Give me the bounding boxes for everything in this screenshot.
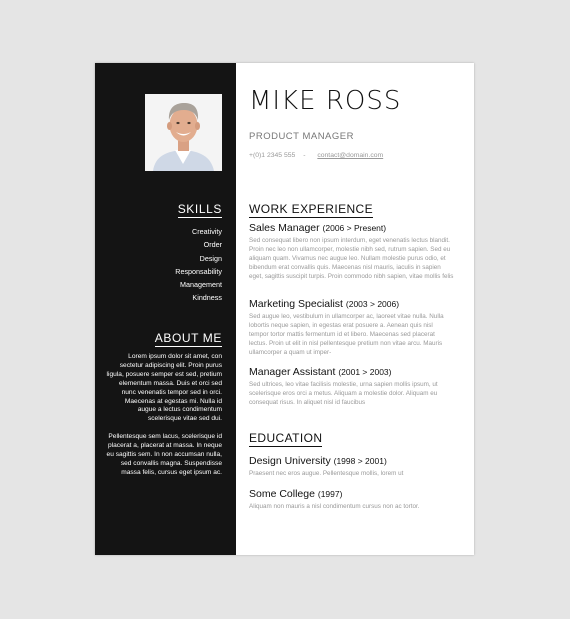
job-entry [249, 366, 454, 408]
job-years: (2006 > Present) [322, 223, 387, 233]
contact-line [249, 152, 383, 159]
profile-photo [145, 94, 222, 171]
about-paragraph: Pellentesque sem lacus, scelerisque id placerat a, placerat at massa. In neque eu sagittis sem. In non accumsan nulla, sed convallis magna. Suspendisse massa felis, cursus eget ipsum ac. [106, 433, 222, 476]
skill-item: Creativity [192, 227, 222, 236]
profile-photo-illustration [145, 94, 222, 171]
education-entry [249, 488, 454, 512]
job-description: Sed ultrices, leo vitae facilisis molestie, urna sapien mollis ipsum, ut scelerisque eros orci a metus. Aliquam a molestie dolor. Aliquam eu consequat risus. In aliquet nisl id faucibus [249, 381, 438, 406]
skill-item: Management [180, 280, 222, 290]
candidate-name: MIKE ROSS [249, 86, 402, 116]
job-entry [249, 222, 454, 282]
job-role: Manager Assistant [249, 366, 336, 378]
school-years: (1997) [317, 489, 343, 499]
work-experience-heading: WORK EXPERIENCE [249, 202, 374, 216]
about-paragraph: Lorem ipsum dolor sit amet, con sectetur adipiscing elit. Proin purus ligula, posuere semper est sed, pretium elementum massa. Duis et orci sed nunc venenatis tempor sed in orci. Maecenas at egestas mi. Nulla id augue a lectus condimentum scelerisque vitae sed dui. [106, 353, 222, 423]
job-years: (2003 > 2006) [345, 299, 400, 309]
skills-list [175, 225, 222, 305]
education-heading: EDUCATION [249, 431, 323, 445]
candidate-title: PRODUCT MANAGER [249, 131, 354, 142]
job-title [249, 366, 454, 378]
skill-item: Kindness [192, 293, 222, 303]
education-entry [249, 455, 454, 479]
contact-separator: - [303, 152, 306, 159]
email-link[interactable]: contact@domain.com [317, 152, 384, 159]
education-title [249, 488, 454, 500]
job-role: Sales Manager [249, 222, 320, 234]
job-title [249, 298, 454, 310]
skill-item: Design [199, 253, 222, 263]
school-name: Design University [249, 455, 331, 467]
job-title [249, 222, 454, 234]
job-description: Sed consequat libero non ipsum interdum, eget venenatis lectus blandit. Proin nec leo non ullamcorper, molestie nibh sed, rutrum sapien. Sed eu aliquam quam. Vivamus nec augue leo. Nullam molestie purus odio, et bibendum erat convallis quis. Maecenas nisl mauris, iaculis in sapien eget, sagittis suscipit turpis. Proin commodo nibh sapien, vitae mollis felis [249, 237, 454, 280]
school-years: (1998 > 2001) [333, 456, 387, 466]
education-description: Aliquam non mauris a nisl condimentum cursus non ac tortor. [249, 503, 420, 510]
about-heading: ABOUT ME [154, 331, 222, 345]
skill-item: Responsability [175, 266, 222, 276]
phone-number: +(0)1 2345 555 [249, 152, 296, 159]
sidebar [95, 63, 236, 555]
job-years: (2001 > 2003) [338, 367, 392, 377]
education-title [249, 455, 454, 467]
job-role: Marketing Specialist [249, 298, 343, 310]
school-name: Some College [249, 488, 315, 500]
skill-item: Order [203, 240, 222, 250]
education-description: Praesent nec eros augue. Pellentesque mollis, lorem ut [249, 470, 404, 477]
job-entry [249, 298, 454, 358]
about-text [105, 353, 222, 487]
skills-heading: SKILLS [177, 202, 222, 216]
job-description: Sed augue leo, vestibulum in ullamcorper ac, laoreet vitae nulla. Nulla lobortis neque sapien, in egestas erat posuere a. Aenean quis nisl tempor tortor mattis fermentum id et libero. Maecenas sed placerat lectus. Proin ut elit in nisl pellentesque pretium non vitae arcu. Mauris ullamcorper a quam ut imper- [249, 313, 444, 356]
resume-page [95, 63, 474, 555]
